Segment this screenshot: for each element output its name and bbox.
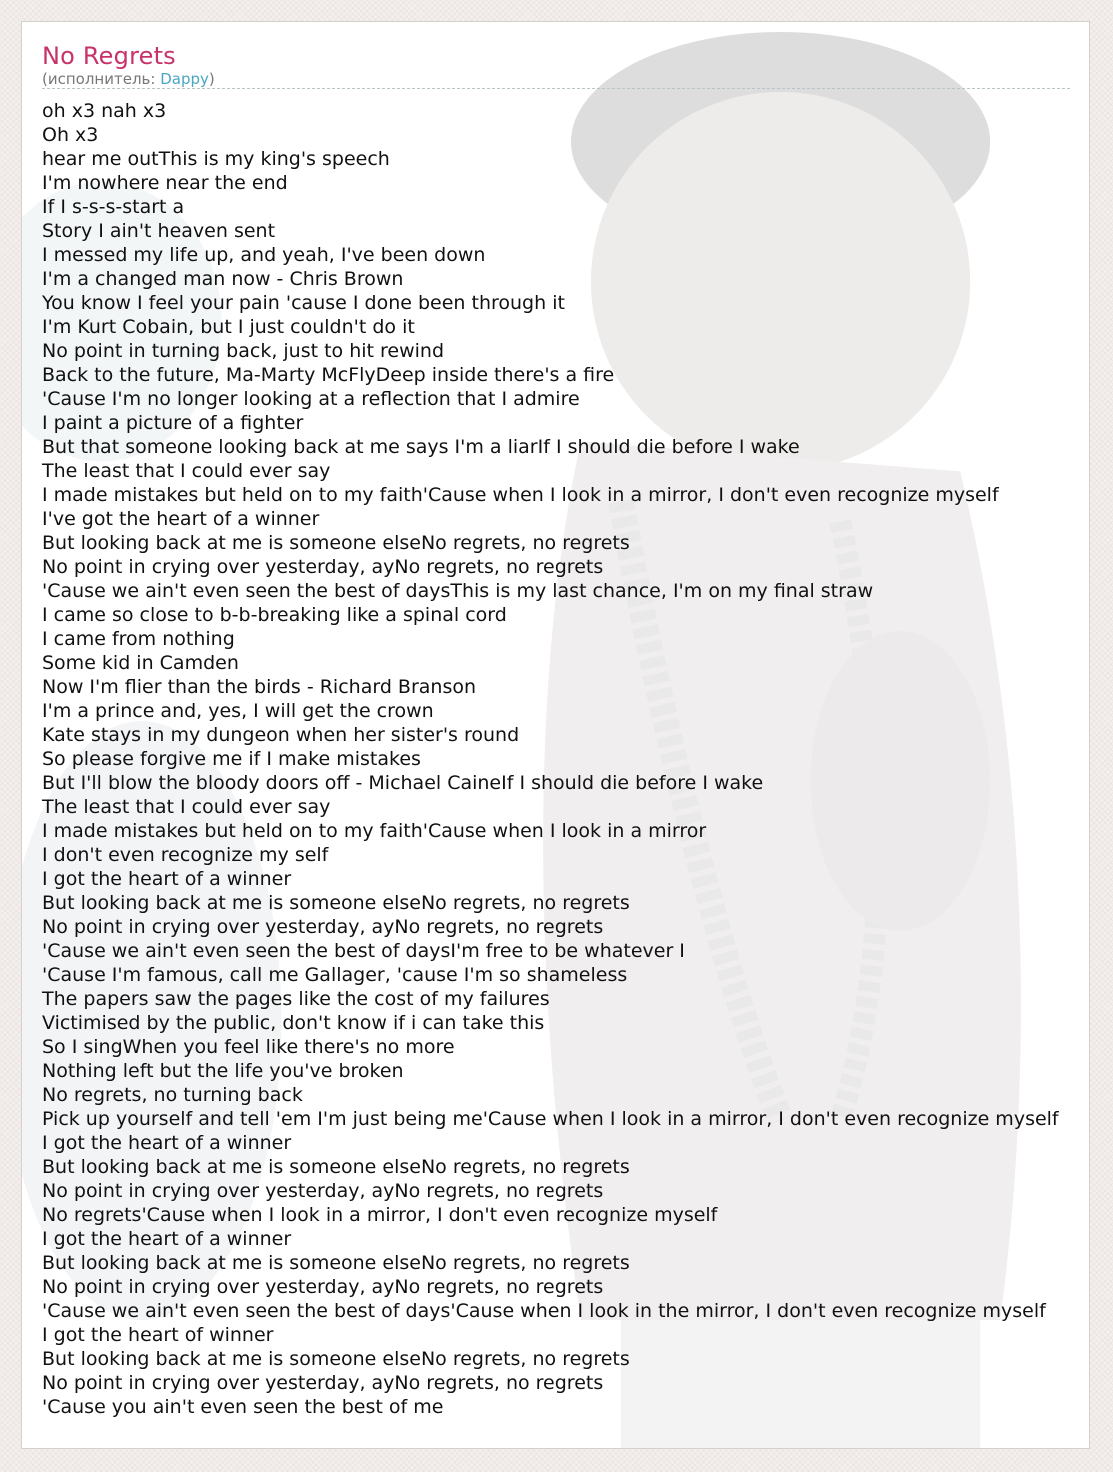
artist-prefix: (исполнитель:	[42, 70, 161, 88]
lyric-line: No point in crying over yesterday, ayNo regrets, no regrets	[42, 1276, 604, 1298]
lyric-line: 'Cause I'm famous, call me Gallager, 'cause I'm so shameless	[42, 964, 628, 986]
lyric-line: No point in turning back, just to hit rewind	[42, 340, 445, 362]
lyric-line: Kate stays in my dungeon when her sister's round	[42, 724, 520, 746]
lyric-line: 'Cause I'm no longer looking at a reflection that I admire	[42, 388, 580, 410]
lyric-line: I messed my life up, and yeah, I've been down	[42, 244, 486, 266]
lyric-line: No point in crying over yesterday, ayNo regrets, no regrets	[42, 1180, 604, 1202]
lyric-line: So I singWhen you feel like there's no more	[42, 1036, 455, 1058]
artist-link[interactable]: Dappy	[160, 70, 209, 88]
lyrics-card	[21, 21, 1090, 1449]
lyric-line: But looking back at me is someone elseNo regrets, no regrets	[42, 1156, 630, 1178]
lyric-line: But looking back at me is someone elseNo regrets, no regrets	[42, 1348, 630, 1370]
lyric-line: But looking back at me is someone elseNo regrets, no regrets	[42, 892, 630, 914]
lyric-line: I got the heart of a winner	[42, 1132, 292, 1154]
lyric-line: Story I ain't heaven sent	[42, 220, 276, 242]
lyric-line: But looking back at me is someone elseNo regrets, no regrets	[42, 1252, 630, 1274]
lyric-line: oh x3 nah x3	[42, 100, 167, 122]
lyric-line: I got the heart of a winner	[42, 1228, 292, 1250]
lyrics-content	[42, 42, 1069, 1448]
lyric-line: 'Cause we ain't even seen the best of days'Cause when I look in the mirror, I don't even recognize myself	[42, 1300, 1046, 1322]
lyric-line: I made mistakes but held on to my faith'Cause when I look in a mirror, I don't even recognize myself	[42, 484, 999, 506]
lyric-line: If I s-s-s-start a	[42, 196, 185, 218]
lyric-line: I'm Kurt Cobain, but I just couldn't do it	[42, 316, 415, 338]
lyric-line: I'm a changed man now - Chris Brown	[42, 268, 404, 290]
lyric-line: Back to the future, Ma-Marty McFlyDeep inside there's a fire	[42, 364, 615, 386]
title-divider	[42, 88, 1070, 89]
lyric-line: I don't even recognize my self	[42, 844, 329, 866]
lyric-line: Victimised by the public, don't know if i can take this	[42, 1012, 545, 1034]
lyric-line: No regrets'Cause when I look in a mirror, I don't even recognize myself	[42, 1204, 718, 1226]
lyric-line: Nothing left but the life you've broken	[42, 1060, 404, 1082]
lyric-line: I came from nothing	[42, 628, 235, 650]
lyric-line: 'Cause we ain't even seen the best of daysI'm free to be whatever I	[42, 940, 685, 962]
lyric-line: I paint a picture of a fighter	[42, 412, 304, 434]
lyric-line: Now I'm flier than the birds - Richard Branson	[42, 676, 477, 698]
lyric-line: So please forgive me if I make mistakes	[42, 748, 421, 770]
lyric-line: I got the heart of a winner	[42, 868, 292, 890]
lyrics-body	[42, 99, 1069, 1419]
lyric-line: I made mistakes but held on to my faith'Cause when I look in a mirror	[42, 820, 707, 842]
lyric-line: But that someone looking back at me says I'm a liarIf I should die before I wake	[42, 436, 800, 458]
lyric-line: 'Cause we ain't even seen the best of daysThis is my last chance, I'm on my final straw	[42, 580, 874, 602]
lyric-line: 'Cause you ain't even seen the best of me	[42, 1396, 444, 1418]
lyric-line: I came so close to b-b-breaking like a spinal cord	[42, 604, 507, 626]
lyric-line: Pick up yourself and tell 'em I'm just being me'Cause when I look in a mirror, I don't even recognize myself	[42, 1108, 1059, 1130]
lyric-line: I'm nowhere near the end	[42, 172, 288, 194]
song-title: No Regrets	[42, 42, 176, 70]
lyric-line: I got the heart of winner	[42, 1324, 274, 1346]
lyric-line: No regrets, no turning back	[42, 1084, 303, 1106]
lyric-line: The least that I could ever say	[42, 796, 331, 818]
lyric-line: Oh x3	[42, 124, 99, 146]
lyric-line: No point in crying over yesterday, ayNo regrets, no regrets	[42, 556, 604, 578]
artist-suffix: )	[208, 70, 215, 88]
lyric-line: I've got the heart of a winner	[42, 508, 320, 530]
lyric-line: The least that I could ever say	[42, 460, 331, 482]
lyric-line: No point in crying over yesterday, ayNo regrets, no regrets	[42, 1372, 604, 1394]
lyric-line: No point in crying over yesterday, ayNo regrets, no regrets	[42, 916, 604, 938]
lyric-line: Some kid in Camden	[42, 652, 239, 674]
lyric-line: hear me outThis is my king's speech	[42, 148, 390, 170]
lyric-line: You know I feel your pain 'cause I done been through it	[42, 292, 565, 314]
artist-line	[42, 70, 1069, 88]
lyric-line: But I'll blow the bloody doors off - Michael CaineIf I should die before I wake	[42, 772, 764, 794]
lyric-line: I'm a prince and, yes, I will get the crown	[42, 700, 434, 722]
lyric-line: The papers saw the pages like the cost of my failures	[42, 988, 550, 1010]
lyric-line: But looking back at me is someone elseNo regrets, no regrets	[42, 532, 630, 554]
